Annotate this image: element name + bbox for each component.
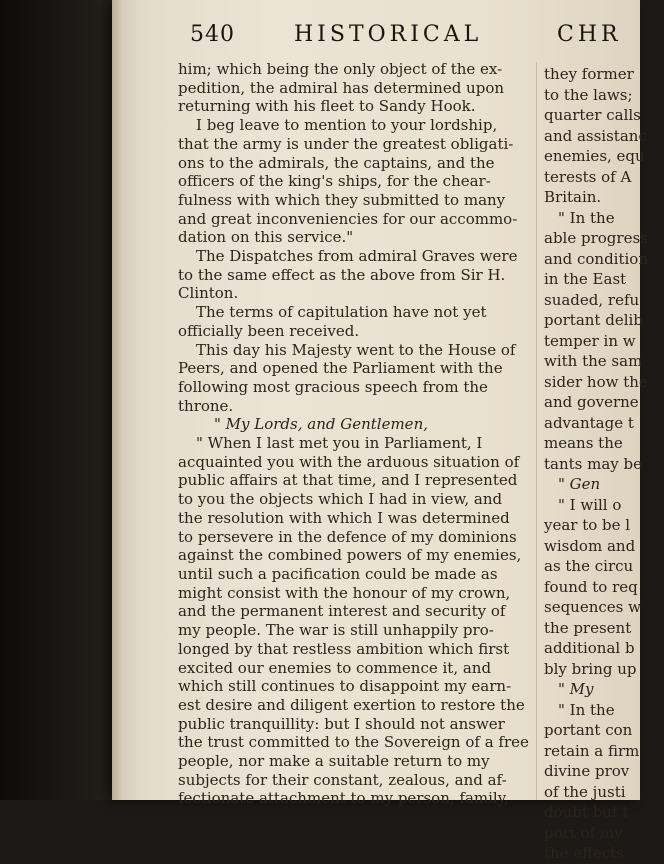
- text-line: as the circu: [544, 557, 634, 575]
- text-line: portant con: [544, 721, 633, 739]
- text-line: which still continues to disappoint my earn-: [178, 677, 512, 696]
- text-line: following most gracious speech from the: [178, 377, 488, 396]
- text-line: with the sam: [544, 352, 643, 370]
- text-line: and assistanc: [544, 126, 647, 145]
- text-line: " My Lords, and Gentlemen,: [214, 415, 428, 434]
- text-line: to persevere in the defence of my dominions: [178, 527, 517, 546]
- text-line: fulness with which they submitted to many: [178, 190, 506, 209]
- main-text-column: [178, 60, 530, 808]
- text-line: " Gen: [558, 475, 601, 493]
- text-line: and condition: [544, 249, 648, 268]
- text-line: subjects for their constant, zealous, and af-: [178, 770, 507, 789]
- text-line: they former: [544, 65, 634, 83]
- text-line: returning with his fleet to Sandy Hook.: [178, 97, 476, 116]
- text-line: and the permanent interest and security of: [178, 602, 506, 621]
- text-line: " In the: [558, 700, 615, 719]
- text-line: enemies, equ: [544, 147, 645, 165]
- text-line: and great inconveniencies for our accommo-: [178, 209, 518, 228]
- text-line: found to req: [544, 577, 638, 596]
- running-title-continued: CHR: [557, 22, 622, 47]
- text-line: tants may be: [544, 454, 643, 473]
- text-line: advantage t: [544, 413, 634, 432]
- text-line: fectionate attachment to my person, family,: [178, 789, 509, 808]
- column-divider: [536, 62, 537, 800]
- text-line: and governe: [544, 393, 639, 411]
- text-line: sider how the: [544, 372, 648, 391]
- text-line: retain a firm: [544, 741, 640, 760]
- text-line: of the justi: [544, 782, 626, 801]
- text-line: dation on this service.": [178, 228, 354, 247]
- text-line: longed by that restless ambition which first: [178, 639, 510, 658]
- text-line: wisdom and: [544, 536, 636, 555]
- text-line: year to be l: [544, 516, 631, 534]
- text-line: the trust committed to the Sovereign of a free: [178, 733, 529, 752]
- text-line: able progress: [544, 229, 648, 247]
- text-line: to the laws;: [544, 85, 633, 104]
- page-header: [112, 18, 640, 58]
- text-line: additional b: [544, 639, 635, 657]
- text-line: against the combined powers of my enemies,: [178, 546, 522, 565]
- text-line: divine prov: [544, 762, 630, 780]
- text-line: quarter calls: [544, 106, 641, 124]
- text-line: The terms of capitulation have not yet: [196, 303, 487, 322]
- text-line: This day his Majesty went to the House of: [196, 340, 516, 359]
- text-line: portant delib: [544, 311, 643, 329]
- text-line: " When I last met you in Parliament, I: [196, 434, 483, 453]
- text-line: the present: [544, 618, 632, 637]
- text-line: terests of A: [544, 167, 632, 186]
- running-title: HISTORICAL: [294, 22, 483, 47]
- text-line: acquainted you with the arduous situation of: [178, 452, 520, 471]
- text-line: " I will o: [558, 495, 622, 514]
- text-line: people, nor make a suitable return to my: [178, 752, 490, 771]
- text-line: pedition, the admiral has determined upon: [178, 78, 505, 97]
- text-line: my people. The war is still unhappily pro-: [178, 621, 494, 640]
- text-line: Clinton.: [178, 284, 239, 303]
- text-line: might consist with the honour of my crown,: [178, 583, 511, 602]
- page-gutter-shadow: [112, 0, 122, 800]
- text-line: " My: [558, 680, 594, 698]
- text-line: until such a pacification could be made as: [178, 564, 498, 583]
- text-line: officers of the king's ships, for the chear-: [178, 172, 491, 191]
- text-line: " In the: [558, 208, 615, 227]
- text-line: Peers, and opened the Parliament with the: [178, 359, 503, 378]
- text-line: means the: [544, 434, 623, 452]
- text-line: public tranquillity: but I should not answer: [178, 714, 505, 733]
- text-line: excited our enemies to commence it, and: [178, 658, 492, 677]
- text-line: bly bring up: [544, 659, 637, 678]
- text-line: in the East: [544, 270, 627, 288]
- text-line: the resolution with which I was determined: [178, 508, 510, 527]
- page-number: 540: [190, 22, 235, 47]
- text-line: The Dispatches from admiral Graves were: [196, 247, 518, 266]
- text-line: throne.: [178, 396, 234, 415]
- text-line: port of my: [544, 823, 623, 842]
- text-line: est desire and diligent exertion to restore the: [178, 695, 525, 714]
- right-text-column: [544, 64, 664, 864]
- text-line: to the same effect as the above from Sir H.: [178, 265, 506, 284]
- text-line: temper in w: [544, 331, 636, 350]
- text-line: the effects: [544, 844, 624, 862]
- text-line: to you the objects which I had in view, and: [178, 490, 503, 509]
- text-line: suaded, refu: [544, 290, 640, 309]
- text-line: that the army is under the greatest obligati-: [178, 134, 514, 153]
- text-line: public affairs at that time, and I represented: [178, 471, 518, 490]
- book-page: [112, 0, 648, 862]
- text-line: him; which being the only object of the ex-: [178, 60, 503, 78]
- dark-background: [0, 0, 120, 800]
- text-line: doubt but t: [544, 803, 629, 821]
- text-line: officially been received.: [178, 321, 360, 340]
- text-line: I beg leave to mention to your lordship,: [196, 116, 498, 135]
- text-line: Britain.: [544, 188, 602, 206]
- text-line: ons to the admirals, the captains, and the: [178, 153, 495, 172]
- text-line: sequences w: [544, 598, 641, 616]
